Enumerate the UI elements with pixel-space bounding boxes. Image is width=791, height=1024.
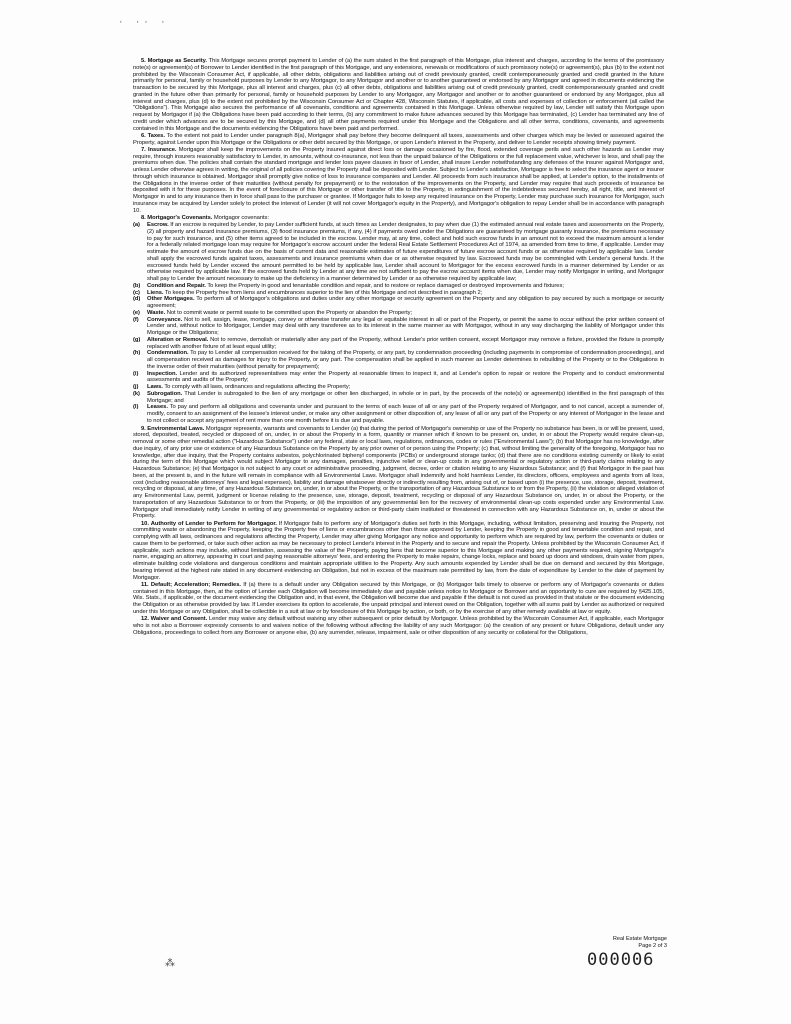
covenant-heading: Subrogation.: [147, 390, 183, 397]
paragraph-text: If Mortgagor fails to perform any of Mortgagor's duties set forth in this Mortgage, including, without limitation, preserving and insuring the Property, not committing waste or abandoning the Property, keeping the Property free of liens or encumbrances other than those approved by Lender, keeping the Property in good and tenantable condition and repair, and complying with all laws, ordinances and regulations affecting the Property, Lender may after giving Mortgagor any notice and opportunity to perform which are required by law, perform the covenants or duties or cause them to be performed, or take such other action as may be necessary to protect Lender's interest in the Property and to secure and repair the Property. Unless prohibited by the Wisconsin Consumer Act, if applicable, such actions may include, without limitation, assessing the value of the Property, paying liens that become superior to this Mortgage and making any other payments required, signing Mortgagor's name, engaging an attorney, appearing in court and paying reasonable attorneys' fees, and entering the Property to make repairs, change locks, replace and board up doors and windows, drain water from pipes, eliminate building code violations and dangerous conditions and maintain appropriate utilities to the Property. Any such amounts expended by Lender shall be due on demand and secured by this Mortgage, bearing interest at the highest rate stated in any document evidencing an Obligation, but not in excess of the maximum rate permitted by law, from the date of expenditure by Lender to the date of payment by Mortgagor.: [133, 520, 664, 581]
paragraph-heading: 8. Mortgagor's Covenants.: [141, 214, 213, 221]
page-number: Page 2 of 3: [638, 943, 667, 949]
covenant-text: Not to remove, demolish or materially alter any part of the Property, without Lender's prior written consent, except Mortgagor may remove a fixture, provided the fixture is promptly replaced with another fixture of at least equal utility;: [147, 336, 665, 350]
covenant-text: To keep the Property free from liens and encumbrances superior to the lien of this Mortgage and not described in paragraph 2;: [164, 289, 483, 296]
covenant-label: (f): [133, 316, 139, 323]
paragraph-text: This Mortgage secures prompt payment to Lender of (a) the sum stated in the first paragraph of this Mortgage, plus interest and charges, according to the terms of the promissory note(s) or agreement(s) of Borrower to Lender identified in the first paragraph of this Mortgage, and any extensions, renewals or modifications of such promissory note(s) or agreement(s), plus (b) to the extent not prohibited by the Wisconsin Consumer Act, if applicable, all other debts, obligations and liabilities arising out of credit previously granted, credit contemporaneously granted and credit granted in the future primarily for personal, family or household purposes by Lender to any Mortgagor, to any Mortgagor and another or to another guaranteed or endorsed by any Mortgagor and agreed in documents evidencing the transaction to be secured by this Mortgage, plus all interest and charges, plus (c) all other debts, obligations and liabilities arising out of credit previously granted, credit contemporaneously granted and credit granted in the future other than primarily for personal, family or household purposes by Lender to any Mortgagor, any Mortgagor and another or to another guaranteed or endorsed by any Mortgagor, plus all interest and charges, plus (d) to the extent not prohibited by the Wisconsin Consumer Act or Chapter 428, Wisconsin Statutes, if applicable, all costs and expenses of collection or enforcement (all called the "Obligations"). This Mortgage also secures the performance of all covenants, conditions and agreements contained in this Mortgage. Unless otherwise required by law, Lender will satisfy this Mortgage upon request by Mortgagor if (a) the Obligations have been paid according to their terms, (b) any commitment to make future advances secured by this Mortgage has terminated, (c) Lender has terminated any line of credit under which advances are to be secured by this Mortgage, and (d) all other payments required under this Mortgage and the Obligations and all other terms, conditions, covenants, and agreements contained in this Mortgage and the documents evidencing the Obligations have been paid and performed.: [133, 58, 665, 132]
covenant-item: [133, 337, 664, 351]
covenant-heading: Liens.: [147, 289, 164, 296]
covenant-label: (c): [133, 289, 140, 296]
covenant-text: To pay to Lender all compensation received for the taking of the Property, or any part, by condemnation proceeding (including payments in compromise of condemnation proceedings), and all compensation received as damages for injury to the Property, or any part. The compensation shall be applied in such manner as Lender determines to rebuilding of the Property or to the Obligations in the inverse order of their maturities (without penalty for prepayment);: [147, 350, 664, 370]
covenant-item: [133, 391, 664, 405]
covenant-label: (a): [133, 222, 140, 228]
covenant-text: To keep the Property in good and tenantable condition and repair, and to restore or replace damaged or destroyed improvements and fixtures;: [207, 282, 564, 289]
covenant-item: [133, 296, 664, 310]
covenant-heading: Escrow.: [147, 222, 169, 228]
document-number: 000006: [587, 950, 655, 970]
form-name: Real Estate Mortgage: [612, 936, 667, 942]
covenant-label: (d): [133, 296, 141, 303]
paragraph-5: [133, 58, 664, 132]
covenant-heading: Laws.: [147, 384, 163, 390]
covenant-text: To perform all of Mortgagor's obligations and duties under any other mortgage or security agreement on the Property and any obligation to pay secured by such a mortgage or security agreement;: [147, 296, 664, 309]
covenant-label: (l): [133, 404, 139, 411]
covenant-item: [133, 283, 664, 290]
paragraph-11: [133, 582, 664, 616]
covenant-heading: Inspection.: [147, 370, 178, 377]
covenant-label: (g): [133, 336, 141, 343]
covenant-heading: Condition and Repair.: [147, 282, 206, 289]
covenant-heading: Condemnation.: [147, 350, 189, 357]
paragraph-text: Mortgagor represents, warrants and covenants to Lender (a) that during the period of Mortgagor's ownership or use of the Property no substance has been, is or will be present, used, stored, deposited, treated, recycled or disposed of on, under, in or about the Property in a form, quantity or manner which if known to be present on, under, in or about the Property would require clean-up, removal or some other remedial action ("Hazardous Substance") under any federal, state or local laws, regulations, ordinances, codes or rules ("Environmental Laws"); (b) that Mortgagor has no knowledge, after due inquiry, of any prior use or existence of any Hazardous Substance on the Property by any prior owner of or person using the Property; (c) that, without limiting the generality of the foregoing, Mortgagor has no knowledge, after due inquiry, that the Property contains asbestos, polychlorinated biphenyl components (PCBs) or underground storage tanks; (d) that there are no conditions existing currently or likely to exist during the term of this Mortgage which would subject Mortgagor to any damages, penalties, injunctive relief or clean-up costs in any governmental or regulatory action or third-party claims relating to any Hazardous Substance; (e) that Mortgagor is not subject to any court or administrative proceeding, judgment, decree, order or citation relating to any Hazardous Substance; and (f) that Mortgagor in the past has been, at the present is, and in the future will remain in compliance with all Environmental Laws. Mortgagor shall indemnify and hold harmless Lender, its directors, officers, employees and agents from all loss, cost (including reasonable attorneys' fees and legal expenses), liability and damage whatsoever directly or indirectly resulting from, arising out of, or based upon (i) the presence, use, storage, deposit, treatment, recycling or disposal, at any time, of any Hazardous Substance on, under, in or about the Property, or the transportation of any Hazardous Substance to or from the Property, (ii) the violation or alleged violation of any Environmental Law, permit, judgment or license relating to the presence, use, storage, deposit, treatment, recycling or disposal of any Hazardous Substance on, under, in or about the Property, or the transportation of any Hazardous Substance to or from the Property, or (iii) the imposition of any governmental lien for the recovery of environmental clean-up costs expended under any Environmental Law. Mortgagor shall immediately notify Lender in writing of any governmental or regulatory action or third-party claim instituted or threatened in connection with any Hazardous Substance on, in, under or about the Property.: [133, 425, 664, 520]
paragraph-6: [133, 133, 664, 147]
covenant-text: That Lender is subrogated to the lien of any mortgage or other lien discharged, in whole or in part, by the proceeds of the note(s) or agreement(s) identified in the first paragraph of this Mortgage; and: [147, 390, 664, 404]
covenant-label: (i): [133, 370, 139, 377]
paragraph-text: Mortgagor covenants:: [213, 214, 269, 221]
covenant-text: To pay and perform all obligations and covenants under and pursuant to the terms of each lease of all or any part of the Property required of Mortgagor, and to not cancel, accept a surrender of, modify, consent to an assignment of the lessee's interest under, or make any other assignment or other disposition of, any lease of all or any part of the Property or any interest of Mortgagor in the lease and to not collect or accept any payment of rent more than one month before it is due and payable.: [147, 404, 664, 424]
paragraph-9: [133, 426, 664, 521]
paragraph-8: [133, 215, 664, 222]
paragraph-12: [133, 616, 664, 636]
covenant-text: Not to sell, assign, lease, mortgage, convey or otherwise transfer any legal or equitable interest in all or part of the Property, or permit the same to occur without the prior written consent of Lender and, without notice to Mortgagor, Lender may deal with any transferee as to its interest in the same manner as with Mortgagor, without in any way discharging the liability of Mortgagor under this Mortgage or the Obligations;: [147, 316, 665, 336]
paragraph-heading: 7. Insurance.: [141, 146, 177, 153]
covenant-item: [133, 371, 664, 385]
covenant-text: If an escrow is required by Lender, to pay Lender sufficient funds, at such times as Lender designates, to pay when due (1) the estimated annual real estate taxes and assessments on the Property, (2) all property and hazard insurance premiums, (3) flood insurance premiums, if any, (4) if payments owed under the Obligations are guaranteed by mortgage guaranty insurance, the premiums necessary to pay for such insurance, and (5) other items agreed to be included in the escrow. Lender may, at any time, collect and hold such escrow funds in an amount not to exceed the maximum amount a lender for a federally related mortgage loan may require for Mortgagor's escrow account under the federal Real Estate Settlement Procedures Act of 1974, as amended from time to time, if applicable. Lender may estimate the amount of escrow funds due on the basis of current data and reasonable estimates of future expenditures of future escrow account funds or as otherwise required by applicable law. Lender shall apply the escrowed funds against taxes, assessments and insurance premiums when due or as otherwise required by law. Escrowed funds may be commingled with Lender's general funds. If the escrowed funds held by Lender exceed the amount permitted to be held by applicable law, Lender shall account to Mortgagor for the excess escrowed funds in a manner determined by Lender or as otherwise required by applicable law. If the escrowed funds held by Lender at any time are not sufficient to pay the escrow account items when due, Lender may notify Mortgagor in writing, and Mortgagor shall pay to Lender the amount necessary to make up the deficiency in a manner determined by Lender or as otherwise required by applicable law;: [147, 222, 664, 282]
page-footer: [613, 936, 667, 950]
paragraph-7: [133, 147, 664, 215]
paragraph-heading: 11. Default; Acceleration; Remedies.: [141, 581, 241, 588]
stamp-icon: ⁂: [165, 958, 175, 969]
covenant-item: [133, 350, 664, 370]
paragraph-heading: 5. Mortgage as Security.: [141, 58, 207, 64]
covenant-item: [133, 310, 664, 317]
paragraph-text: Mortgagor shall keep the improvements on the Property insured against direct loss or damage occasioned by fire, flood, extended coverage perils and such other hazards as Lender may require, through insurers reasonably satisfactory to Lender, in amounts, without co-insurance, not less than the unpaid balance of the Obligations or the full replacement value, whichever is less, and shall pay the premiums when due. The policies shall contain the standard mortgage and lender loss payee clauses in favor of Lender, shall insure Lender notwithstanding any defenses of the insurer against Mortgagor and, unless Lender otherwise agrees in writing, the original of all policies covering the Property shall be deposited with Lender. Subject to Lender's satisfaction, Mortgagor is free to select the insurance agent or insurer through which insurance is obtained. Mortgagor shall promptly give notice of loss to insurance companies and Lender. All proceeds from such insurance shall be applied, at Lender's option, to the installments of the Obligations in the inverse order of their maturities (without penalty for prepayment) or to the restoration of the improvements on the Property, and Lender may require that such proceeds of insurance be deposited with it for these purposes. In the event of foreclosure of this Mortgage or other transfer of title to the Property, in extinguishment of the indebtedness secured hereby, all right, title, and interest of Mortgagor in and to any insurance then in force shall pass to the purchaser or grantee. If Mortgagor fails to keep any required insurance on the Property, Lender may purchase such insurance for Mortgagor, such insurance may be acquired by Lender solely to protect the interest of Lender (it will not cover Mortgagor's equity in the Property), and Mortgagor's obligation to repay Lender shall be in accordance with paragraph 10.: [133, 146, 664, 214]
covenant-text: Lender and its authorized representatives may enter the Property at reasonable times to inspect it, and at Lender's option to repair or restore the Property and to conduct environmental assessments and audits of the Property;: [147, 370, 664, 384]
paragraph-heading: 9. Environmental Laws.: [141, 425, 205, 432]
paragraph-text: To the extent not paid to Lender under paragraph 8(a), Mortgagor shall pay before they become delinquent all taxes, assessments and other charges which may be levied or assessed against the Property, against Lender upon this Mortgage or the Obligations or other debt secured by this Mortgage, or upon Lender's interest in the Property, and deliver to Lender receipts showing timely payment.: [133, 132, 664, 146]
covenant-label: (e): [133, 309, 140, 316]
covenant-text: To comply with all laws, ordinances and regulations affecting the Property;: [164, 384, 351, 390]
covenant-label: (j): [133, 384, 139, 390]
covenant-item: [133, 317, 664, 337]
covenant-heading: Other Mortgages.: [147, 296, 195, 303]
covenant-label: (b): [133, 282, 141, 289]
covenant-heading: Conveyance.: [147, 316, 183, 323]
covenant-heading: Alteration or Removal.: [147, 336, 209, 343]
scan-artifact: · ·· ·: [118, 18, 169, 28]
covenant-text: Not to commit waste or permit waste to be committed upon the Property or abandon the Property;: [166, 309, 413, 316]
covenants-list: [133, 222, 664, 425]
paragraph-heading: 6. Taxes.: [141, 132, 165, 139]
paragraph-text: If (a) there is a default under any Obligation secured by this Mortgage, or (b) Mortgagor fails timely to observe or perform any of Mortgagor's covenants or duties contained in this Mortgage, then, at the option of Lender each Obligation will become immediately due and payable unless notice to Mortgagor or Borrower and an opportunity to cure are required by §425.105, Wis. Stats., if applicable, or the document evidencing the Obligation and, in that event, the Obligation will become due and payable if the default is not cured as provided in that statute or the document evidencing the Obligation or as otherwise provided by law. If Lender exercises its option to accelerate, the unpaid principal and interest owed on the Obligation, together with all sums paid by Lender as authorized or required under this Mortgage or any Obligation, shall be collectible in a suit at law or by foreclosure of this Mortgage by action, or both, or by the exercise of any other remedy available at law or equity.: [133, 581, 665, 615]
covenant-item: [133, 222, 664, 283]
paragraph-text: Lender may waive any default without waiving any other subsequent or prior default by Mortgagor. Unless prohibited by the Wisconsin Consumer Act, if applicable, each Mortgagor who is not also a Borrower expressly consents to and waives notice of the following without affecting the liability of any such Mortgagor: (a) the creation of any present or future Obligations, default under any Obligations, proceedings to collect from any Borrower or anyone else, (b) any surrender, release, impairment, sale or other disposition of any security or collateral for the Obligations,: [133, 616, 665, 636]
covenant-item: [133, 290, 664, 297]
covenant-label: (k): [133, 390, 140, 397]
covenant-heading: Leases.: [147, 404, 168, 411]
covenant-label: (h): [133, 350, 141, 357]
covenant-heading: Waste.: [147, 309, 166, 316]
covenant-item: [133, 384, 664, 391]
paragraph-heading: 12. Waiver and Consent.: [141, 616, 208, 622]
covenant-item: [133, 404, 664, 424]
paragraph-heading: 10. Authority of Lender to Perform for Mortgagor.: [141, 520, 277, 527]
mortgage-body: [133, 58, 664, 637]
paragraph-10: [133, 521, 664, 582]
